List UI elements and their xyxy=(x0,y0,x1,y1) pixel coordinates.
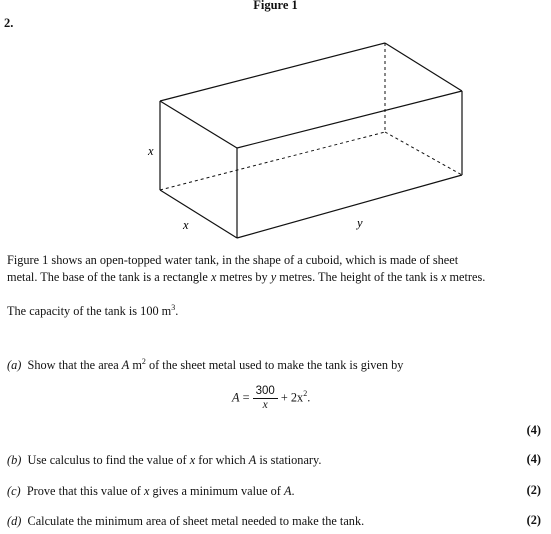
part-a-text-segment: m xyxy=(129,358,142,373)
part-b-marks: (4) xyxy=(526,452,541,466)
depth-label: y xyxy=(357,216,363,230)
part-d-text-segment: Calculate the minimum area of sheet metal needed to make the tank. xyxy=(27,514,365,528)
eq-lhs: A xyxy=(232,390,240,405)
part-b-text xyxy=(7,452,321,469)
back-top-edge xyxy=(160,43,385,101)
intro-line-1: Figure 1 shows an open-topped water tank, in the shape of a cuboid, which is made of sheet xyxy=(7,253,459,267)
part-c-text-segment: gives a minimum value of xyxy=(149,484,284,498)
part-a-text-segment: Show that the area xyxy=(27,358,122,373)
capacity-text: The capacity of the tank is 100 m xyxy=(7,304,172,319)
var-A: A xyxy=(283,484,292,498)
area-equation xyxy=(232,385,310,412)
intro-text: metres. The height of the tank is xyxy=(276,270,441,284)
part-c-text-segment: Prove that this value of xyxy=(26,484,144,498)
part-b-text-segment: is stationary. xyxy=(256,453,322,467)
height-label: x xyxy=(148,144,154,158)
intro-text: metres. xyxy=(446,270,486,284)
var-x: x xyxy=(440,270,447,284)
var-A: A xyxy=(121,358,130,373)
part-c-letter: (c) xyxy=(7,484,21,498)
fraction xyxy=(253,385,278,412)
back-top-right-edge xyxy=(385,43,462,91)
part-b-letter: (b) xyxy=(7,453,22,467)
superscript: 3 xyxy=(171,303,176,312)
hidden-back-bottom-left xyxy=(160,132,385,190)
hidden-back-bottom-right xyxy=(385,132,462,175)
part-a-text-segment: of the sheet metal used to make the tank is given by xyxy=(145,358,404,373)
part-b-text-segment: for which xyxy=(195,453,249,467)
bottom-front-edge xyxy=(237,175,462,238)
part-a-marks: (4) xyxy=(526,423,541,437)
eq-rest: + 2x xyxy=(277,390,304,405)
part-a-text xyxy=(7,353,403,374)
intro-text: metal. The base of the tank is a rectangle xyxy=(7,270,211,284)
var-x: x xyxy=(189,453,196,467)
part-c-text-segment: . xyxy=(291,484,295,498)
var-A: A xyxy=(248,453,257,467)
superscript: 2 xyxy=(303,389,308,399)
cuboid-diagram xyxy=(0,0,551,240)
capacity-line xyxy=(7,299,178,320)
part-c-marks: (2) xyxy=(526,483,541,497)
part-d-marks: (2) xyxy=(526,513,541,527)
superscript: 2 xyxy=(141,357,146,366)
var-y: y xyxy=(270,270,277,284)
question-number: 2. xyxy=(4,16,14,30)
front-width-label: x xyxy=(183,218,189,232)
fraction-denominator: x xyxy=(262,399,268,411)
part-b-text-segment: Use calculus to find the value of xyxy=(27,453,190,467)
part-d-text xyxy=(7,513,364,530)
front-top-right xyxy=(237,91,462,148)
fraction-numerator: 300 xyxy=(253,385,278,399)
intro-line-2 xyxy=(7,269,485,286)
eq-equals: = xyxy=(239,390,253,405)
part-c-text xyxy=(7,483,295,500)
eq-end: . xyxy=(307,390,311,405)
front-top-left xyxy=(160,101,237,148)
var-x: x xyxy=(143,484,150,498)
capacity-text: . xyxy=(175,304,179,319)
part-a-letter: (a) xyxy=(7,358,22,373)
intro-text: metres by xyxy=(216,270,271,284)
bottom-left-edge xyxy=(160,190,237,238)
var-x: x xyxy=(210,270,217,284)
figure-title: Figure 1 xyxy=(253,0,298,12)
part-d-letter: (d) xyxy=(7,514,22,528)
